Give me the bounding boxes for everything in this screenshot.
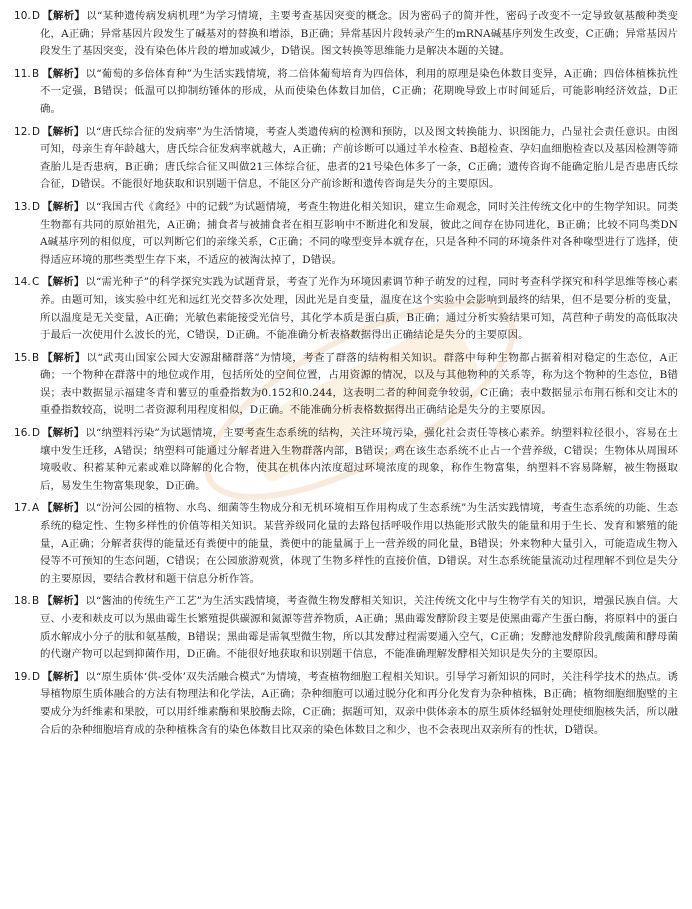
explanation-text: 以“某种遗传病发病机理”为学习情境，主要考查基因突变的概念。因为密码子的简并性，密码子改变不一定导致氨基酸种类变化，A正确；异常基因片段发生了碱基对的替换和增添，B正确；异常基因片段转录产生的mRNA碱基序列发生改变，C正确；异常基因片段发生了基因突变，没有染色体片段的增加或减少，D错误。图文转换等思维能力是解决本题的关键。 — [40, 10, 679, 58]
answer-letter: A — [32, 502, 40, 515]
analysis-tag: 【解析】 — [42, 351, 86, 364]
analysis-tag: 【解析】 — [42, 125, 85, 138]
answer-letter: B — [32, 595, 40, 608]
explanation-text: 以“酱油的传统生产工艺”为生活实践情境，考查微生物发酵相关知识，关注传统文化中与生物学有关的知识，增强民族自信。大豆、小麦和麸皮可以为黑曲霉生长繁殖提供碳源和氮源等营养物质，A正确；黑曲霉发酵阶段主要是使黑曲霉产生蛋白酶，将原料中的蛋白质水解成小分子的肽和氨基酸，B错误；黑曲霉是需氧型微生物，所以其发酵过程需要通入空气，C正确；发酵池发酵阶段乳酸菌和酵母菌的代谢产物可以起到抑菌作用，D正确。不能很好地获取和识别题干信息，不能准确理解发酵相关知识是失分的主要原因。 — [40, 595, 678, 661]
question-number: 14. — [14, 276, 31, 289]
question-number: 11. — [14, 67, 31, 80]
explanation-13 — [14, 199, 678, 269]
answer-letter: D — [32, 125, 41, 138]
question-number: 12. — [14, 125, 31, 138]
question-number: 13. — [14, 200, 31, 213]
analysis-tag: 【解析】 — [42, 276, 85, 289]
analysis-tag: 【解析】 — [42, 595, 85, 608]
explanation-text: 以“汾河公园的植物、水鸟、细菌等生物成分和无机环境相互作用构成了生态系统”为生活实践情境，考查生态系统的功能、生态系统的稳定性、生物多样性的价值等相关知识。某营养级同化量的去路包括呼吸作用以热能形式散失的能量和用于生长、发育和繁殖的能量，A正确；分解者获得的能量还有粪便中的能量，粪便中的能量属于上一营养级的同化量，B错误；外来物种大量引入，可能造成生物入侵等不可预知的生态问题，C错误；在公园旅游观赏，体现了生物多样性的直接价值，D错误。对生态系统能量流动过程理解不到位是失分的主要原因，要结合教材和题干信息分析作答。 — [40, 502, 678, 585]
explanation-11 — [14, 66, 678, 119]
explanation-text: 以“我国古代《禽经》中的记载”为试题情境，考查生物进化相关知识，建立生命观念，同时关注传统文化中的生物学知识。同类生物都有共同的原始祖先，A正确；捕食者与被捕食者在相互影响中不断进化和发展，彼此之间存在协同进化，B正确；比较不同鸟类DNA碱基序列的相似度，可以判断它们的亲缘关系，C正确；不同的喙型变异本就存在，只是各种不同的环境条件对各种喙型进行了选择，使得适应环境的那些类型生存下来，不适应的被淘汰掉了，D错误。 — [40, 200, 678, 266]
explanation-text: 以“原生质体‘供-受体’双失活融合模式”为情境，考查植物细胞工程相关知识。引导学习新知识的同时，关注科学技术的热点。诱导植物原生质体融合的方法有物理法和化学法，A正确；杂种细胞可以通过脱分化和再分化发育为杂种植株，B正确；植物细胞细胞壁的主要成分为纤维素和果胶，可以用纤维素酶和果胶酶去除，C正确；据题可知，双亲中供体亲本的原生质体经辐射处理使细胞核失活，所以融合后的杂种细胞培育成的杂种植株含有的染色体数目比双亲的染色体数目之和少，也不会表现出双亲所有的性状，D错误。 — [40, 670, 678, 736]
analysis-tag: 【解析】 — [42, 10, 86, 22]
analysis-tag: 【解析】 — [42, 427, 85, 440]
explanation-text: 以“唐氏综合征的发病率”为生活情境，考查人类遗传病的检测和预防，以及图文转换能力、识图能力，凸显社会责任意识。由图可知，母亲生育年龄越大，唐氏综合征发病率就越大，A正确；产前诊断可以通过羊水检查、B超检查、孕妇血细胞检查以及基因检测等筛查胎儿是否患病，B正确；唐氏综合征又叫做21三体综合征，患者的21号染色体多了一条，C正确；遗传咨询不能确定胎儿是否患唐氏综合征，D错误。不能很好地获取和识别题干信息，不能区分产前诊断和遗传咨询是失分的主要原因。 — [40, 125, 678, 191]
explanation-text: 以“纳塑料污染”为试题情境，主要考查生态系统的结构，关注环境污染，强化社会责任等核心素养。纳塑料粒径很小，容易在土壤中发生迁移，A错误；纳塑料可能通过分解者进入生物群落内部，B错误；鸡在该生态系统不止占一个营养级，C错误；生物体从周围环境吸收、积蓄某种元素或难以降解的化合物，使其在机体内浓度超过环境浓度的现象，称作生物富集，纳塑料不容易降解，被生物摄取后，易发生生物富集现象，D正确。 — [40, 427, 678, 492]
answer-letter: D — [32, 670, 41, 683]
question-number: 10. — [14, 10, 31, 22]
explanation-16 — [14, 425, 678, 495]
explanation-14 — [14, 274, 678, 344]
answer-letter: D — [32, 200, 41, 213]
explanation-12 — [14, 124, 678, 194]
explanation-text: 以“武夷山国家公园大安源甜槠群落”为情境，考查了群落的结构相关知识。群落中每种生物都占据着相对稳定的生态位，A正确；一个物种在群落中的地位或作用，包括所处的空间位置，占用资源的情况，以及与其他物种的关系等，称为这个物种的生态位，B错误；表中数据显示福建冬青和薯豆的重叠指数为0.152和0.244，这表明二者的种间竞争较弱，C正确；表中数据显示布荆石栎和交让木的重叠指数较高，说明二者资源利用程度相似，D正确。不能准确分析表格数据得出正确结论是失分的主要原因。 — [40, 351, 678, 417]
answer-letter: C — [32, 276, 40, 289]
explanation-17 — [14, 500, 678, 588]
question-number: 17. — [14, 502, 31, 515]
answer-letter: B — [32, 67, 40, 80]
answer-explanations — [14, 8, 678, 744]
question-number: 19. — [14, 670, 31, 683]
explanation-18 — [14, 593, 678, 663]
explanation-19 — [14, 669, 678, 739]
explanation-text: 以“需光种子”的科学探究实践为试题背景，考查了光作为环境因素调节种子萌发的过程，同时考查科学探究和科学思维等核心素养。由题可知，该实验中红光和远红光交替多次处理，因此光是自变量，温度在这个实验中会影响到最终的结果，但不是要分析的变量，所以温度是无关变量，A正确；光敏色素能接受光信号，其化学本质是蛋白质，B正确；通过分析实验结果可知，莴苣种子萌发的高低取决于最后一次使用什么波长的光，C错误，D正确。不能准确分析表格数据得出正确结论是失分的主要原因。 — [40, 276, 678, 342]
explanation-10 — [14, 8, 678, 61]
explanation-text: 以“葡萄的多倍体育种”为生活实践情境，将二倍体葡萄培育为四倍体，利用的原理是染色体数目变异，A正确；四倍体植株抗性不一定强，B错误；低温可以抑制纺锤体的形成，从而使染色体数目加倍，C正确；花期晚导致上市时间延后，可能影响经济效益，D正确。 — [40, 67, 679, 115]
explanation-15 — [14, 350, 678, 420]
analysis-tag: 【解析】 — [42, 502, 85, 515]
question-number: 16. — [14, 427, 31, 440]
question-number: 15. — [14, 351, 31, 364]
answer-letter: D — [32, 427, 41, 440]
answer-letter: B — [32, 351, 40, 364]
analysis-tag: 【解析】 — [42, 670, 85, 683]
answer-letter: D — [32, 10, 41, 22]
question-number: 18. — [14, 595, 31, 608]
analysis-tag: 【解析】 — [42, 200, 85, 213]
analysis-tag: 【解析】 — [42, 67, 85, 80]
